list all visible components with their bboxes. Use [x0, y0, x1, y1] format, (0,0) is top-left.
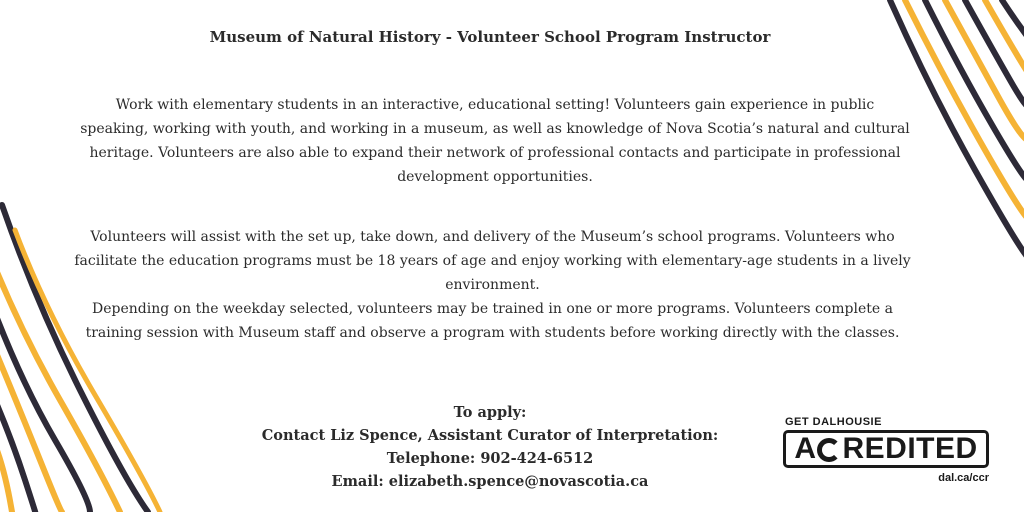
stripe-right-7	[1002, 0, 1024, 40]
stripe-left-5	[0, 400, 36, 512]
badge-top-text: GET DALHOUSIE	[785, 416, 882, 428]
duties-section	[70, 225, 915, 345]
intro-paragraph: Work with elementary students in an interactive, educational setting! Volunteers gain experience in public speaking, working with youth, and working in a museum, as well as knowledge of Nova Scotia’s natural and cultural heritage. Volunteers are also able to expand their network of professional contacts and participate in professional development opportunities.	[80, 97, 910, 185]
apply-telephone: Telephone: 902-424-6512	[386, 450, 594, 467]
stripe-right-4	[945, 0, 1024, 141]
stripe-left-4	[0, 350, 62, 512]
badge-url[interactable]: dal.ca/ccr	[938, 472, 989, 484]
stripe-right-5	[965, 0, 1024, 107]
apply-contact: Contact Liz Spence, Assistant Curator of Interpretation:	[261, 427, 719, 444]
dalhousie-ccr-badge	[783, 416, 999, 486]
stripe-left-6	[0, 445, 12, 512]
badge-word-suffix: REDITED	[842, 432, 978, 465]
apply-heading: To apply:	[453, 404, 527, 421]
duties-paragraph: Volunteers will assist with the set up, take down, and delivery of the Museum’s school programs. Volunteers who facilitate the education programs must be 18 years of age and enjoy working with elementary-age students in a lively environment.	[74, 229, 911, 293]
apply-email[interactable]: Email: elizabeth.spence@novascotia.ca	[331, 473, 649, 490]
apply-section	[230, 401, 750, 493]
page-title: Museum of Natural History - Volunteer School Program Instructor	[209, 28, 771, 46]
stripe-right-6	[985, 0, 1024, 76]
training-paragraph: Depending on the weekday selected, volunteers may be trained in one or more programs. Volunteers complete a training session with Museum staff and observe a program with students before working directly with the classes.	[85, 301, 900, 341]
badge-word-box	[783, 430, 989, 468]
badge-word-prefix: A	[794, 432, 817, 465]
badge-c-icon	[817, 438, 841, 462]
